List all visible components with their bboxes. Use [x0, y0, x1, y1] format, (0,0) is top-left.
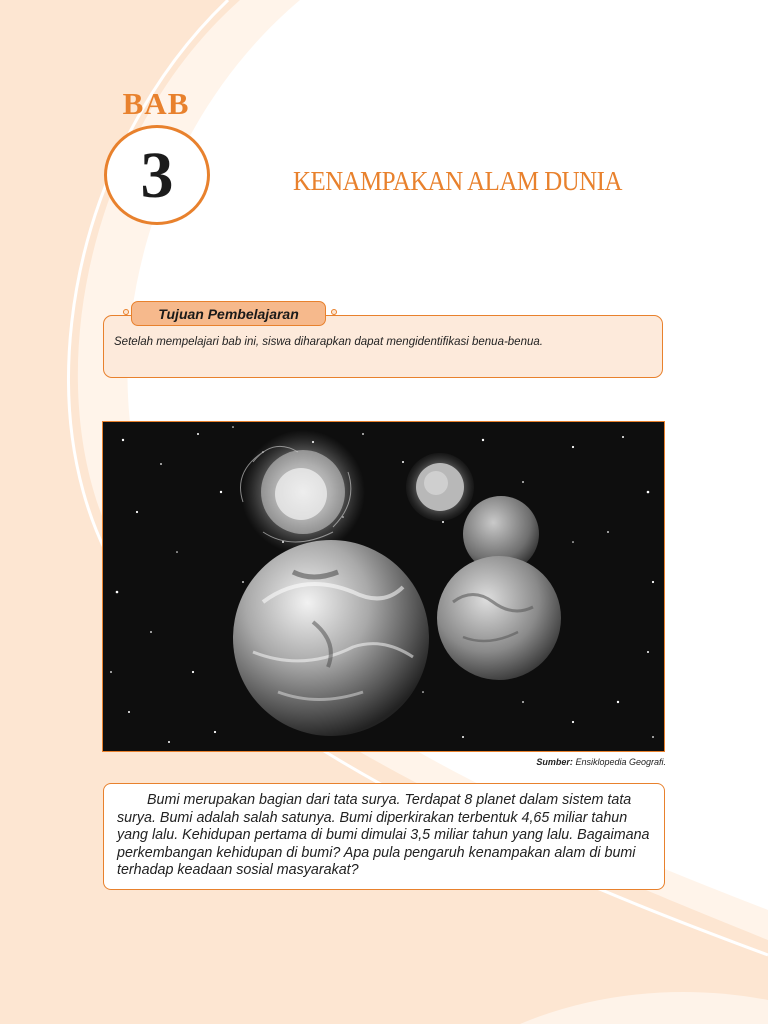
- earth: [233, 540, 429, 736]
- chapter-title: KENAMPAKAN ALAM DUNIA: [293, 166, 622, 196]
- space-planets-photo: [102, 421, 665, 752]
- learning-objectives-heading: [131, 301, 326, 326]
- figure-source-value: Ensiklopedia Geografi.: [575, 757, 666, 767]
- chapter-number-badge: [104, 125, 210, 225]
- learning-objectives-heading-text: Tujuan Pembelajaran: [158, 305, 299, 322]
- chapter-label: BAB: [122, 86, 190, 121]
- small-sun: [406, 453, 474, 521]
- figure-source: [536, 757, 666, 767]
- learning-objectives-text: Setelah mempelajari bab ini, siswa diharapkan dapat mengidentifikasi benua-benua.: [114, 336, 543, 348]
- chapter-intro-box: [103, 783, 665, 890]
- tab-right-dot: [331, 309, 337, 315]
- planet-medium: [437, 556, 561, 680]
- figure-source-label: Sumber:: [536, 757, 573, 767]
- tab-left-dot: [123, 309, 129, 315]
- chapter-number: 3: [140, 139, 174, 212]
- nebula-sun: [241, 430, 366, 554]
- chapter-intro-text: Bumi merupakan bagian dari tata surya. Terdapat 8 planet dalam sistem tata surya. Bumi adalah salah satunya. Bumi diperkirakan terbentuk 4,65 miliar tahun yang lalu. Kehidupan pertama di bumi dimulai 3,5 miliar tahun yang lalu. Bagaimana perkembangan kehidupan di bumi? Apa pula pengaruh kenampakan alam di bumi terhadap keadaan sosial masyarakat?: [117, 792, 650, 878]
